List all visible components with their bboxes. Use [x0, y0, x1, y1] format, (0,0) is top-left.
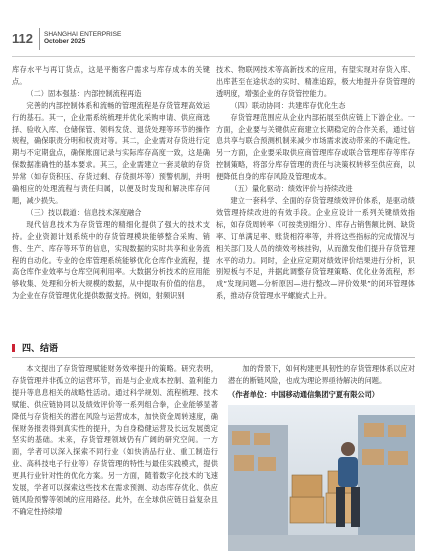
header-divider	[39, 28, 40, 50]
page-header	[0, 0, 427, 58]
magazine-info	[44, 31, 121, 45]
author-affiliation: （作者单位：中国移动通信集团宁夏有限公司）	[228, 389, 379, 399]
subsection-heading: （三）技以载道：信息技术深度融合	[26, 207, 142, 217]
section-heading	[12, 340, 415, 356]
conclusion-right	[228, 363, 415, 401]
magazine-name: SHANGHAI ENTERPRISE	[44, 31, 122, 38]
paragraph: 建立一套科学、全面的存货管理绩效评价体系，是驱动绩效管理持续改进的有效手段。企业应设计一系列关键绩效指标，如存货周转率（可按类别细分）、库存占销售额比例、缺货率、订单满足率、账货相符率等，并将这些指标的完成情况与相关部门及人员的绩效考核挂钩，从而激发他们提升存货管理水平的动力。同时，企业应定期对绩效评价结果进行分析，识别短板与不足，并据此调整存货管理策略、优化业务流程，形成“发现问题—分析原因—进行整改—评价效果”的闭环管理体系，推动存货管理水平螺旋式上升。	[216, 195, 415, 301]
page-number: 112	[12, 31, 33, 46]
section-marker	[12, 344, 15, 352]
subsection-heading: （二）固本强基：内部控制流程再造	[26, 88, 142, 98]
paragraph: 存货管理范围应从企业内部拓展至供应链上下游企业。一方面，企业要与关键供应商建立长期稳定的合作关系，通过信息共享与联合预测机制来减少市场需求波动带来的不确定性。另一方面，企业要采取供应商管理库存或联合管理库存等库存控制策略，将部分库存管理的责任与决策权转移至供应商，以便降低自身的库存风险及管理成本。	[216, 112, 415, 182]
subsection-heading: （五）量化驱动：绩效评价与持续改进	[230, 184, 353, 194]
paragraph: 库存水平与再订货点，这是平衡客户需求与库存成本的关键点。	[12, 65, 210, 86]
header-rule	[12, 56, 415, 57]
conclusion-paragraph: 本文提出了存货管理赋能财务效率提升的策略。研究表明，存货管理并非孤立的运营环节，而是与企业成本控制、盈利能力提升等息息相关的战略性活动。通过科学规划、流程梳理、技术赋能、供应链协同以及绩效评价等一系列组合拳，企业能够显著降低与存货相关的潜在风险与运营成本，加快资金周转速度，确保财务报表得到真实性的提升，为自身稳健运营及长远发展奠定坚实的基础。未来，存货管理领域仍有广阔的研究空间。一方面，学者可以深入探索不同行业（如快消品行业、重工制造行业、高科技电子行业等）存货管理的特性与最佳实践模式，提供更具行业针对性的优化方案。另一方面，随着数字化技术的飞速发展，学者可以探索这些技术在需求预测、动态库存优化、供应链风险预警等领域的应用路径。此外，在全球供应链日益复杂且不确定性持续增	[12, 364, 218, 516]
conclusion-paragraph-cont: 加的背景下，如何构建更具韧性的存货管理体系以应对潜在的断链风险，也成为理论界亟待解决的问题。	[228, 364, 415, 385]
subsection-heading: （四）联动协同：共建库存优化生态	[230, 100, 346, 110]
body-column-left	[12, 64, 210, 302]
body-column-right	[216, 64, 415, 302]
paragraph: 现代信息技术为存货管理的精细化提供了强大的技术支持。企业资源计划系统中的存货管理模块能够整合采购、销售、生产、库存等环节的信息，实现数据的实时共享和业务流程的自动化。专业的仓库管理系统能够优化仓库作业流程，提高仓库作业效率与仓库空间利用率。大数据分析技术的应用能够收集、处理和分析大规模的数据，从中提取有价值的信息，为企业在存货管理优化提供数据支持。例如，射频识别	[12, 219, 210, 301]
paragraph: 技术、物联网技术等高新技术的应用，有望实现对存货入库、出库甚至在途状态的实时、精准追踪，极大地提升存货管理的透明度，增强企业的存货管控能力。	[216, 65, 415, 98]
section-title: 四、结语	[22, 344, 59, 354]
paragraph: 完善的内部控制体系和流畅的管理流程是存货管理高效运行的基石。其一，企业需系统梳理并优化采购申请、供应商选择、验收入库、仓储保管、领料发货、退货处理等环节的操作规程，确保职责分明和权责对等。其二，企业需对存货进行定期与不定期盘点，确保账面记录与实际库存高度一致，这是确保数据准确性的基本要求。其三，企业需建立一套灵敏的存货异常（如存货积压、存货过剩、存货损坏等）预警机制，并明确相应的处理流程与责任归属，以便及时发现和解决库存问题，减少损失。	[12, 100, 210, 205]
conclusion-left	[12, 363, 218, 518]
section-rule	[12, 357, 415, 358]
warehouse-photo	[228, 405, 415, 551]
issue-date: October 2025	[44, 38, 86, 45]
